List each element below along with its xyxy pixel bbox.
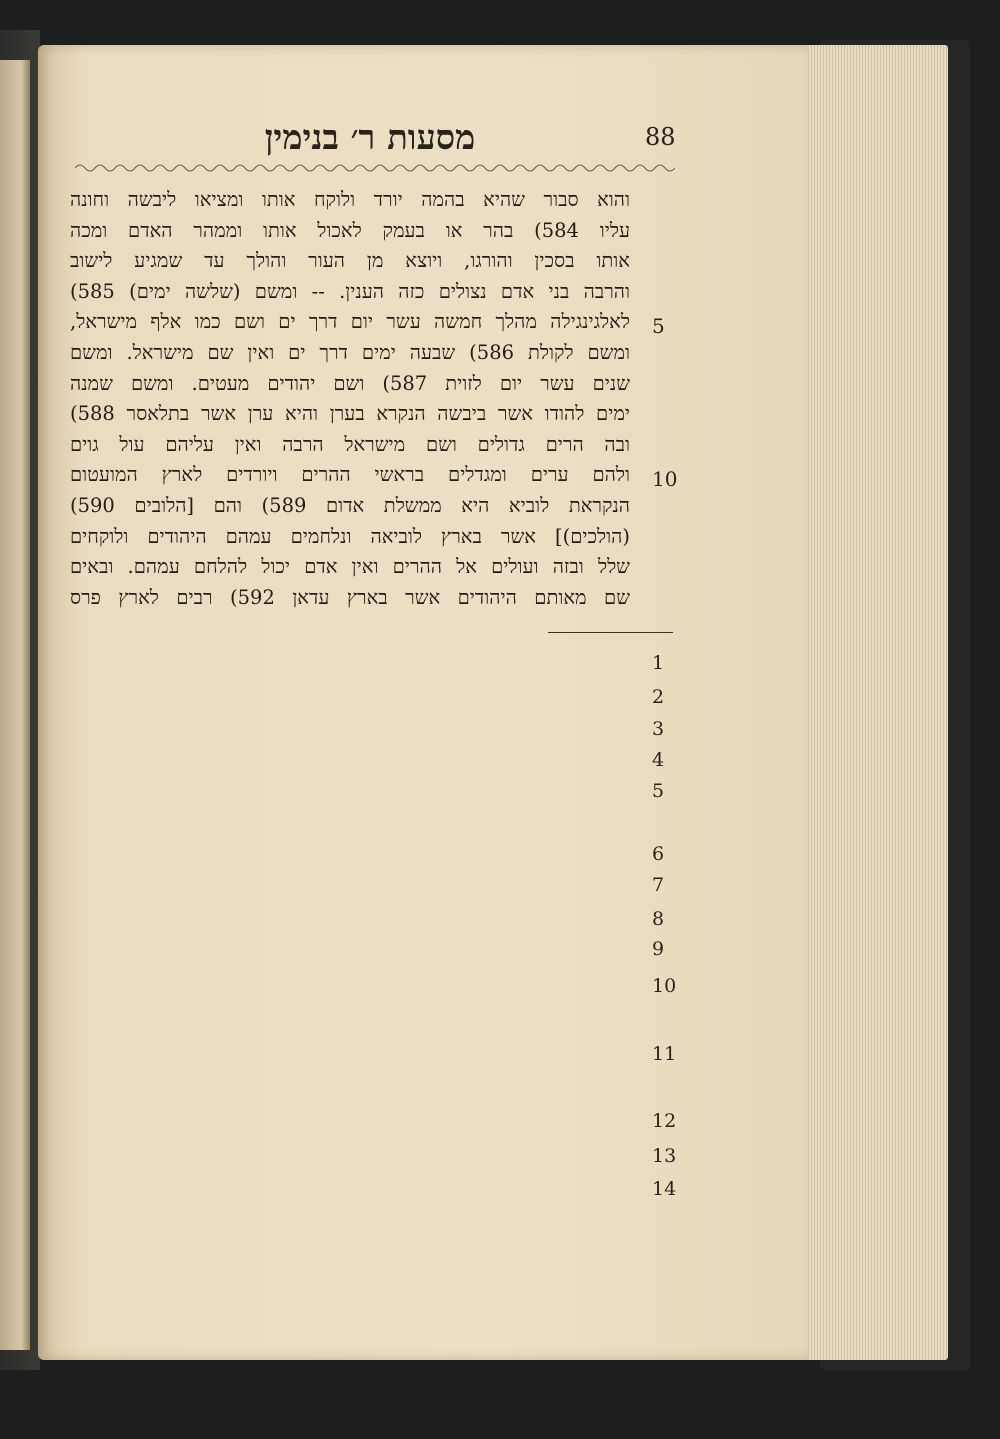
- line-number-marker: 5: [652, 314, 665, 338]
- text-line: שלל ובזה ועולים אל ההרים ואין אדם יכול להלחם עמהם. ובאים: [70, 555, 630, 579]
- text-line: והוא סבור שהיא בהמה יורד ולוקח אותו ומציאו ליבשה וחונה: [70, 188, 630, 211]
- text-line: שנים עשר יום לזוית 587) ושם יהודים מעטים. ומשם שמנה: [70, 371, 630, 395]
- apparatus-number: 3: [652, 718, 665, 740]
- running-title: מסעות ר׳ בנימין: [264, 118, 476, 158]
- text-line: ימים להודו אשר ביבשה הנקרא בערן והיא ערן אשר בתלאסר 588): [70, 402, 630, 426]
- page-number: 88: [645, 123, 676, 151]
- apparatus-number: 1: [652, 652, 665, 674]
- footnote-divider: [548, 632, 673, 633]
- apparatus-number: 11: [652, 1043, 677, 1065]
- text-line: שם מאותם היהודים אשר בארץ עדאן 592) רבים לארץ פרס: [70, 585, 630, 609]
- text-line: (הולכים)] אשר בארץ לוביאה ונלחמים עמהם היהודים ולוקחים: [70, 524, 630, 548]
- text-line: הנקראת לוביא היא ממשלת אדום 589) והם [הלובים 590): [70, 493, 630, 517]
- text-line: ומשם לקולת 586) שבעה ימים דרך ים ואין שם מישראל. ומשם: [70, 340, 630, 364]
- apparatus-number: 2: [652, 686, 665, 708]
- text-line: עליו 584) בהר או בעמק לאכול אותו וממהר האדם ומכה: [70, 218, 630, 242]
- apparatus-number: 13: [652, 1145, 677, 1167]
- text-line: ולהם ערים ומגדלים בראשי ההרים ויורדים לארץ המועטום: [70, 463, 630, 487]
- text-line: לאלגינגילה מהלך חמשה עשר יום דרך ים ושם כמו אלף מישראל,: [70, 310, 630, 334]
- apparatus-number: 8: [652, 908, 665, 930]
- apparatus-number: 5: [652, 780, 665, 802]
- text-line: והרבה בני אדם נצולים כזה הענין. -- ומשם (שלשה ימים) 585): [70, 279, 630, 303]
- facing-page-edge: [0, 60, 30, 1350]
- apparatus-number: 10: [652, 975, 677, 997]
- apparatus-number: 7: [652, 874, 665, 896]
- wavy-rule: [75, 162, 675, 174]
- apparatus-number: 14: [652, 1178, 677, 1200]
- line-number-marker: 10: [652, 467, 678, 491]
- page-block-edge: [800, 45, 948, 1360]
- apparatus-number: 6: [652, 843, 665, 865]
- main-text-block: [70, 185, 630, 613]
- apparatus-number: 9: [652, 938, 665, 960]
- apparatus-number: 4: [652, 749, 665, 771]
- apparatus-number: 12: [652, 1110, 677, 1132]
- text-line: אותו בסכין והורגו, ויוצא מן העור והולך עד שמגיע לישוב: [70, 249, 630, 273]
- text-line: ובה הרים גדולים ושם מישראל הרבה ואין עליהם עול גוים: [70, 432, 630, 456]
